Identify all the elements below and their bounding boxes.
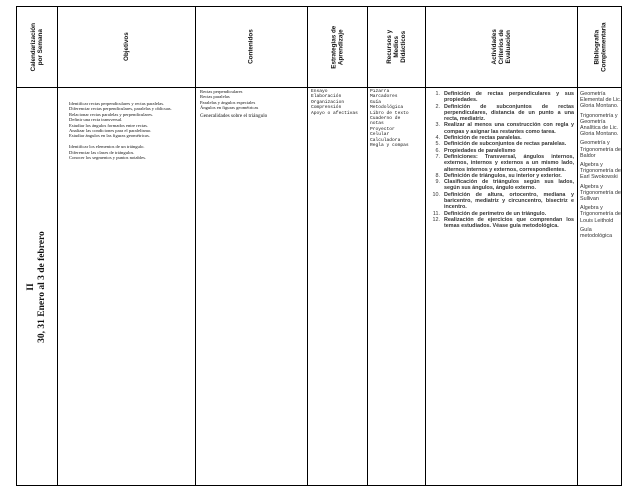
header-divider bbox=[17, 87, 621, 88]
resource-item: Regla y compas bbox=[370, 143, 409, 149]
activity-text: Definición de subconjuntos de rectas paralelas. bbox=[444, 141, 567, 148]
activity-number: 7. bbox=[435, 153, 440, 160]
header-line: Contenidos bbox=[247, 29, 255, 65]
activity-number: 10. bbox=[432, 191, 440, 198]
activity-number: 9. bbox=[435, 179, 440, 186]
activity-item bbox=[427, 104, 574, 123]
activity-number: 4. bbox=[435, 135, 440, 142]
strategy-item: Apoyo o afectivas bbox=[311, 110, 358, 116]
week-dates: 30, 31 Enero al 3 de febrero bbox=[37, 230, 47, 343]
objective-item: Diferenciar rectas perpendiculares, paralelas y oblicuas. bbox=[69, 106, 172, 112]
objective-item: Relacionar rectas paralelas y perpendiculares. bbox=[69, 111, 154, 117]
header-line: Aprendizaje bbox=[337, 29, 345, 65]
strategies-cell bbox=[311, 89, 366, 485]
activity-number: 2. bbox=[435, 103, 440, 110]
objective-item: Estudiar los ángulos formados entre rectas. bbox=[69, 122, 149, 128]
header-contenidos bbox=[196, 7, 307, 87]
header-line: Calendarización bbox=[29, 22, 37, 72]
header-line: Evaluación bbox=[505, 30, 513, 64]
resource-item: Calculadora bbox=[370, 137, 401, 143]
bibliography-item: Algebra y Trigonometría de Louis Leithold bbox=[580, 205, 621, 224]
resources-cell bbox=[370, 89, 424, 485]
strategy-item: Elaboración bbox=[311, 94, 342, 100]
activity-number: 5. bbox=[435, 141, 440, 148]
bibliography-item: Algebra y Trigonometría de Sullivan bbox=[580, 183, 621, 203]
objective-item: Identificar rectas perpendiculares y rectas paralelas. bbox=[69, 101, 165, 106]
activity-item bbox=[427, 179, 574, 192]
content-item: Rectas perpendiculares bbox=[200, 89, 243, 94]
header-line: Recursos y bbox=[385, 30, 393, 64]
activity-number: 1. bbox=[435, 91, 440, 97]
header-recursos bbox=[368, 7, 425, 87]
activity-number: 11. bbox=[432, 210, 440, 217]
objectives-cell bbox=[69, 101, 195, 485]
objective-item: Estudiar ángulos en las figuras geométricas. bbox=[69, 133, 150, 139]
header-line: Criterios de bbox=[497, 29, 505, 65]
activity-text: Clasificación de triángulos según sus lados, según sus ángulos, ángulo externo. bbox=[444, 179, 574, 192]
resource-item: Celular bbox=[370, 132, 390, 138]
resource-item: Cuaderno de bbox=[370, 116, 401, 122]
activity-text: Definición de altura, ortocentro, mediana y baricentro, mediatriz y circuncentro, bisectriz e incentro. bbox=[444, 191, 574, 211]
activity-text: Realizar al menos una construcción con regla y compas y asignar las restantes como tarea. bbox=[444, 122, 574, 135]
header-line: Didácticos bbox=[400, 31, 408, 63]
header-actividades bbox=[426, 7, 577, 87]
activity-item bbox=[427, 154, 574, 173]
bibliography-item: Trigonometría y Geometría Analítica de Lic. Gloria Montano. bbox=[580, 112, 619, 138]
content-item: Generalidades sobre el triángulo bbox=[200, 112, 268, 119]
strategy-item: Organizacion bbox=[311, 99, 345, 105]
activity-item bbox=[427, 217, 574, 230]
header-objetivos bbox=[58, 7, 195, 87]
resource-item: Marcadores bbox=[370, 94, 398, 100]
activities-cell bbox=[427, 91, 574, 485]
activity-number: 12. bbox=[432, 216, 440, 223]
unit-number: II bbox=[26, 282, 36, 291]
bibliography-item: Geometría y Trigonometría de Baldor bbox=[580, 140, 621, 159]
activity-item bbox=[427, 122, 574, 135]
activity-text: Definición de subconjuntos de rectas perpendiculares, distancia de un punto a una recta, mediatriz. bbox=[444, 103, 574, 123]
activity-item bbox=[427, 192, 574, 211]
objective-item: Analizar las condiciones para el paralelismo. bbox=[69, 128, 152, 134]
activity-text: Definición de triángulos, su interior y exterior. bbox=[444, 172, 562, 179]
header-line: Complementaria bbox=[600, 22, 608, 72]
resource-item: notas bbox=[370, 121, 384, 127]
header-line: Bibliografía bbox=[593, 29, 601, 65]
header-line: por Semana bbox=[37, 28, 45, 66]
bibliography-item: Algebra y Trigonometría de Earl Swokowski bbox=[580, 162, 621, 181]
content-item: Paralelas y ángulos especiales bbox=[200, 99, 256, 105]
content-item: Ángulos en figuras geométricas bbox=[200, 105, 259, 111]
strategy-item: Ensayo bbox=[311, 89, 328, 94]
resource-item: Libro de texto bbox=[370, 110, 409, 116]
strategy-item: Comprensión bbox=[311, 105, 342, 111]
activity-text: Definiciones: Transversal, ángulos internos, externos, internos y externos a un mismo lado, alternos internos y externos, correspondientes. bbox=[444, 153, 574, 173]
bibliography-item: Geometría Elemental de Lic. Gloria Montano. bbox=[580, 91, 622, 110]
resource-item: Guía bbox=[370, 99, 382, 105]
resource-item: Pizarra bbox=[370, 89, 390, 94]
activity-text: Realización de ejercicios que comprendan los temas estudiados. Véase guía metodológica. bbox=[444, 216, 574, 230]
activity-number: 6. bbox=[435, 147, 440, 154]
planning-table bbox=[16, 6, 622, 486]
objective-item: Definir una recta transversal. bbox=[69, 117, 123, 123]
activity-text: Definición de rectas perpendiculares y sus propiedades. bbox=[444, 91, 574, 104]
header-line: Actividades bbox=[490, 29, 498, 65]
content-item: Rectas paralelas bbox=[200, 94, 230, 100]
header-line: Medios bbox=[392, 36, 400, 58]
objective-item: Identificar los elementos de un triángulo. bbox=[69, 144, 145, 150]
objective-item: Diferenciar las clases de triángulos. bbox=[69, 149, 135, 155]
objective-item: Conocer los segmentos y puntos notables. bbox=[69, 155, 147, 161]
activity-item bbox=[427, 91, 574, 104]
header-bibliografia bbox=[578, 7, 623, 87]
header-line: Objetivos bbox=[122, 32, 130, 62]
bibliography-cell bbox=[580, 91, 622, 485]
bibliography-item: Guía metodológica bbox=[580, 226, 613, 240]
header-estrategias bbox=[308, 7, 367, 87]
resource-item: Metodológica bbox=[370, 105, 404, 111]
contents-cell bbox=[200, 89, 305, 485]
period-cell bbox=[17, 88, 57, 485]
activity-number: 3. bbox=[435, 122, 440, 129]
activity-text: Definición de rectas paralelas. bbox=[444, 135, 522, 142]
activity-number: 8. bbox=[435, 172, 440, 179]
activity-text: Definición de perímetro de un triángulo. bbox=[444, 210, 547, 217]
activity-text: Propiedades de paralelismo bbox=[444, 147, 516, 154]
activities-list bbox=[427, 91, 574, 230]
header-line: Estrategias de bbox=[330, 25, 338, 69]
header-calendarizacion bbox=[17, 7, 57, 87]
resource-item: Proyector bbox=[370, 126, 395, 132]
